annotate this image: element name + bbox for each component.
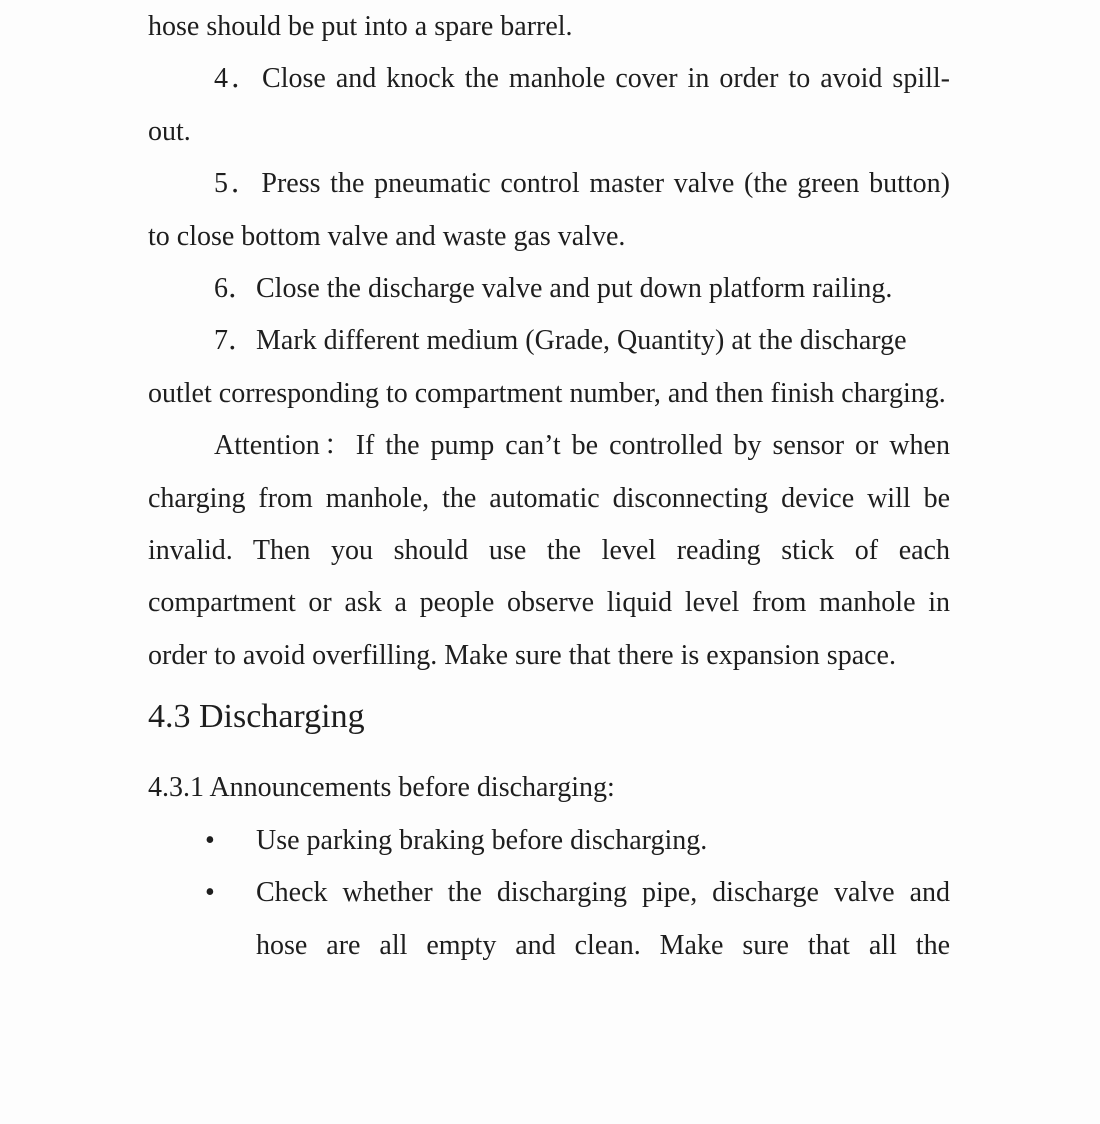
bullet-text: Check whether the discharging pipe, discharge valve and hose are all empty and clean. Make sure that all the xyxy=(256,877,950,961)
bullet-icon: • xyxy=(205,824,215,856)
bullet-icon: • xyxy=(205,877,215,909)
step-5-paragraph: 5．Press the pneumatic control master valve (the green button) to close bottom valve and waste gas valve. xyxy=(148,168,950,252)
section-heading: 4.3 Discharging xyxy=(148,698,365,736)
bullet-list xyxy=(148,815,950,972)
step-6-paragraph: 6．Close the discharge valve and put down platform railing. xyxy=(214,273,893,305)
step-7-paragraph: 7．Mark different medium (Grade, Quantity) at the discharge outlet corresponding to compartment number, and then finish charging. xyxy=(148,325,946,409)
step-4-paragraph: 4．Close and knock the manhole cover in order to avoid spill-out. xyxy=(148,63,950,147)
list-item xyxy=(148,815,950,867)
bullet-text: Use parking braking before discharging. xyxy=(256,824,708,856)
list-item xyxy=(148,867,950,972)
attention-note: Attention：If the pump can’t be controlled by sensor or when charging from manhole, the automatic disconnecting device will be invalid. Then you should use the level reading stick of each compartment or ask a people observe liquid level from manhole in order to avoid overfilling. Make sure that there is expansion space. xyxy=(148,430,950,671)
body-text-block xyxy=(148,0,950,682)
paragraph-continuation: hose should be put into a spare barrel. xyxy=(148,11,573,42)
subsection-heading: 4.3.1 Announcements before discharging: xyxy=(148,772,615,804)
